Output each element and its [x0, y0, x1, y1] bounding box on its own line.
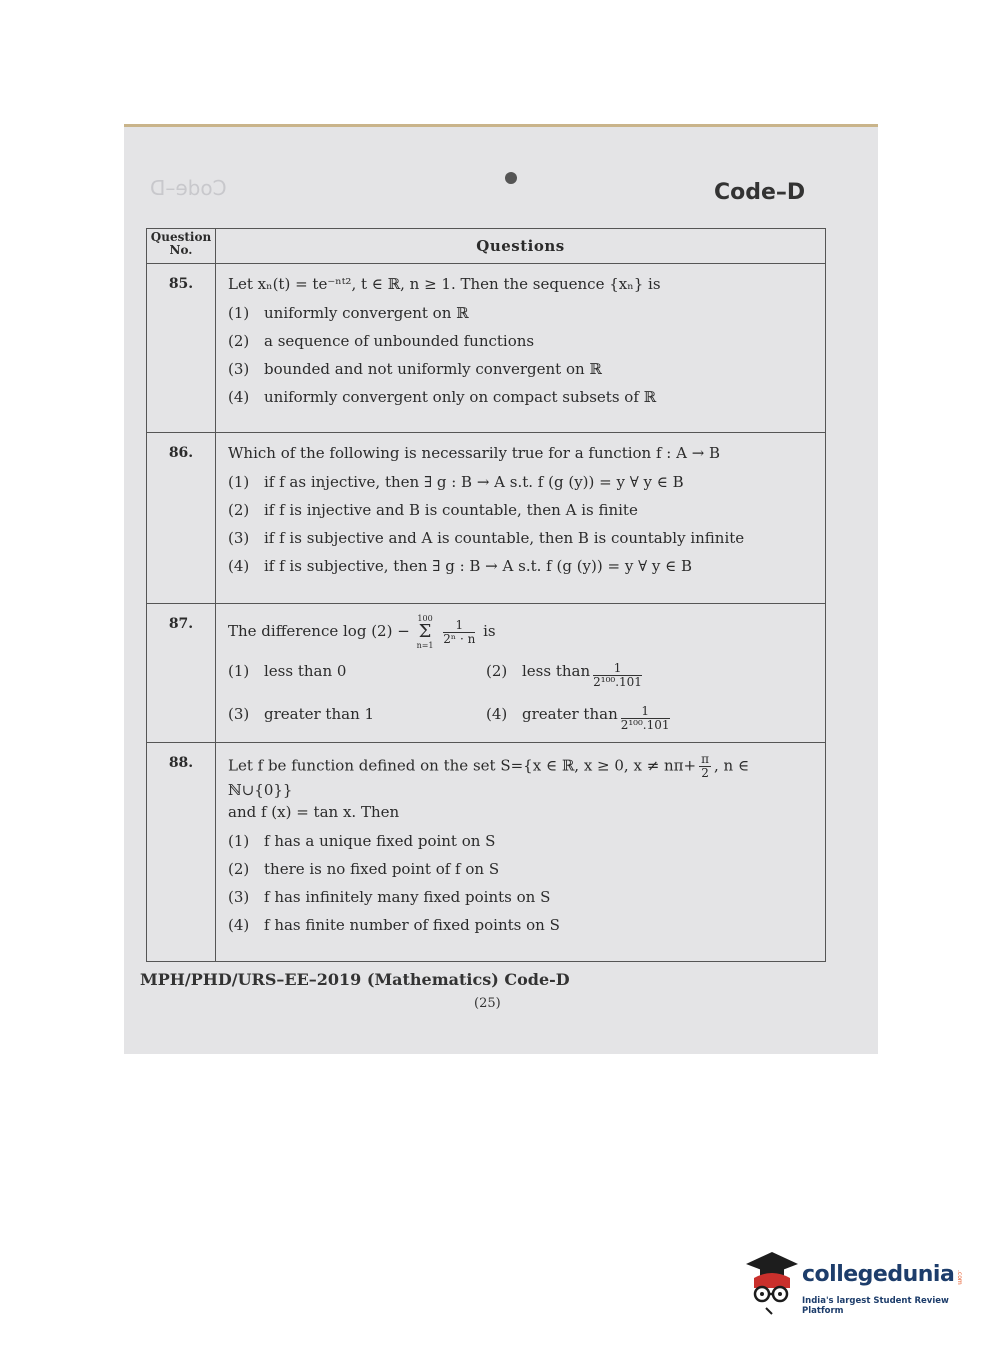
- option-number: (4): [486, 705, 508, 723]
- stem-text: The difference log (2) −: [228, 622, 410, 640]
- stem-text: is: [483, 622, 496, 640]
- option-number: (3): [228, 360, 250, 378]
- option-text: if f is injective and B is countable, then A is finite: [264, 501, 638, 519]
- option: [228, 916, 813, 934]
- header-question-no: Question No.: [147, 229, 216, 264]
- question-body: [216, 743, 826, 962]
- question-body: [216, 433, 826, 604]
- option: [228, 332, 813, 350]
- option-text: uniformly convergent on ℝ: [264, 304, 469, 322]
- question-stem: [228, 614, 813, 650]
- option-fraction: [621, 705, 670, 732]
- question-stem: Let xₙ(t) = te⁻ⁿᵗ², t ∈ ℝ, n ≥ 1. Then the sequence {xₙ} is: [228, 275, 661, 293]
- option-text: f has a unique fixed point on S: [264, 832, 496, 850]
- option: [228, 529, 813, 547]
- logo-tagline: India's largest Student Review Platform: [802, 1296, 949, 1316]
- mascot-icon: [742, 1248, 800, 1318]
- question-body: [216, 604, 826, 743]
- page-number: (25): [474, 996, 501, 1011]
- option-text: f has infinitely many fixed points on S: [264, 888, 551, 906]
- option-number: (3): [228, 888, 250, 906]
- option-number: (3): [228, 705, 250, 723]
- collegedunia-logo: [742, 1248, 972, 1328]
- option-text: uniformly convergent only on compact subsets of ℝ: [264, 388, 657, 406]
- bleed-through-code: Code–D: [150, 176, 227, 200]
- fraction-numerator: 1: [443, 619, 475, 633]
- sum-upper-limit: 100: [417, 614, 433, 623]
- option: [228, 860, 813, 878]
- logo-domain-suffix: .com: [956, 1270, 963, 1285]
- option-text: there is no fixed point of f on S: [264, 860, 500, 878]
- fraction-numerator: π: [701, 752, 710, 766]
- fraction-denominator: 2¹⁰⁰.101: [593, 675, 642, 689]
- table-header: [147, 229, 826, 264]
- option-number: (1): [228, 304, 250, 322]
- option-number: (3): [228, 529, 250, 547]
- question-row: [147, 433, 826, 604]
- fraction-denominator: 2¹⁰⁰.101: [620, 718, 670, 732]
- paper-footer: MPH/PHD/URS–EE–2019 (Mathematics) Code-D: [140, 970, 570, 989]
- option-text: if f is subjective and A is countable, then B is countably infinite: [264, 529, 745, 547]
- option: [228, 388, 813, 406]
- set-definition-end: , n ∈ ℕ∪{0}}: [228, 756, 750, 799]
- question-number: 87.: [147, 604, 216, 743]
- option-number: (1): [228, 473, 250, 491]
- option: [228, 888, 813, 906]
- fraction-denominator: 2: [701, 766, 709, 780]
- option: [228, 832, 813, 850]
- summation-symbol: [417, 614, 434, 650]
- option-text: if f as injective, then ∃ g : B → A s.t. f (g (y)) = y ∀ y ∈ B: [264, 473, 684, 491]
- option-number: (2): [486, 662, 508, 680]
- question-row: [147, 264, 826, 433]
- question-body: [216, 264, 826, 433]
- option-text: if f is subjective, then ∃ g : B → A s.t. f (g (y)) = y ∀ y ∈ B: [264, 557, 693, 575]
- question-row: [147, 743, 826, 962]
- option: [486, 705, 813, 732]
- option: [228, 501, 813, 519]
- question-row: [147, 604, 826, 743]
- question-stem: Which of the following is necessarily true for a function f : A → B: [228, 444, 721, 462]
- option-text: f has finite number of fixed points on S: [264, 916, 560, 934]
- questions-table: [146, 228, 826, 962]
- question-stem: [228, 753, 813, 800]
- set-definition-start: {x ∈ ℝ, x ≥ 0, x ≠ nπ+: [523, 756, 697, 775]
- option-text: greater than: [522, 705, 618, 723]
- stem-text: Let f be function defined on the set S=: [228, 756, 524, 775]
- option-fraction: [593, 662, 642, 689]
- option-number: (1): [228, 832, 250, 850]
- option-number: (4): [228, 916, 250, 934]
- header-questions: Questions: [216, 229, 826, 264]
- option-number: (4): [228, 388, 250, 406]
- option: [228, 360, 813, 378]
- fraction-denominator: 2ⁿ · n: [443, 631, 476, 646]
- option-number: (4): [228, 557, 250, 575]
- punch-dot: [505, 172, 517, 184]
- option-text: bounded and not uniformly convergent on ℝ: [264, 360, 602, 378]
- option: [228, 557, 813, 575]
- option-number: (1): [228, 662, 250, 680]
- option: [228, 662, 486, 689]
- option-text: a sequence of unbounded functions: [264, 332, 535, 350]
- option-number: (2): [228, 332, 250, 350]
- option-text: greater than 1: [264, 705, 375, 723]
- options-grid: [228, 662, 813, 732]
- question-number: 85.: [147, 264, 216, 433]
- option: [228, 304, 813, 322]
- question-number: 88.: [147, 743, 216, 962]
- option-number: (2): [228, 501, 250, 519]
- fraction-numerator: 1: [621, 705, 670, 719]
- sum-lower-limit: n=1: [416, 641, 434, 650]
- sigma-icon: Σ: [418, 621, 432, 642]
- option-number: (2): [228, 860, 250, 878]
- option: [486, 662, 813, 689]
- question-number: 86.: [147, 433, 216, 604]
- fraction-numerator: 1: [593, 662, 642, 676]
- option: [228, 705, 486, 732]
- sum-term-fraction: [443, 619, 475, 646]
- set-fraction: [699, 753, 711, 780]
- option-text: less than: [522, 662, 591, 680]
- paper-code: Code–D: [714, 180, 806, 205]
- logo-wordmark: collegedunia: [802, 1262, 955, 1287]
- option: [228, 473, 813, 491]
- option-text: less than 0: [264, 662, 347, 680]
- question-stem-line2: and f (x) = tan x. Then: [228, 803, 400, 821]
